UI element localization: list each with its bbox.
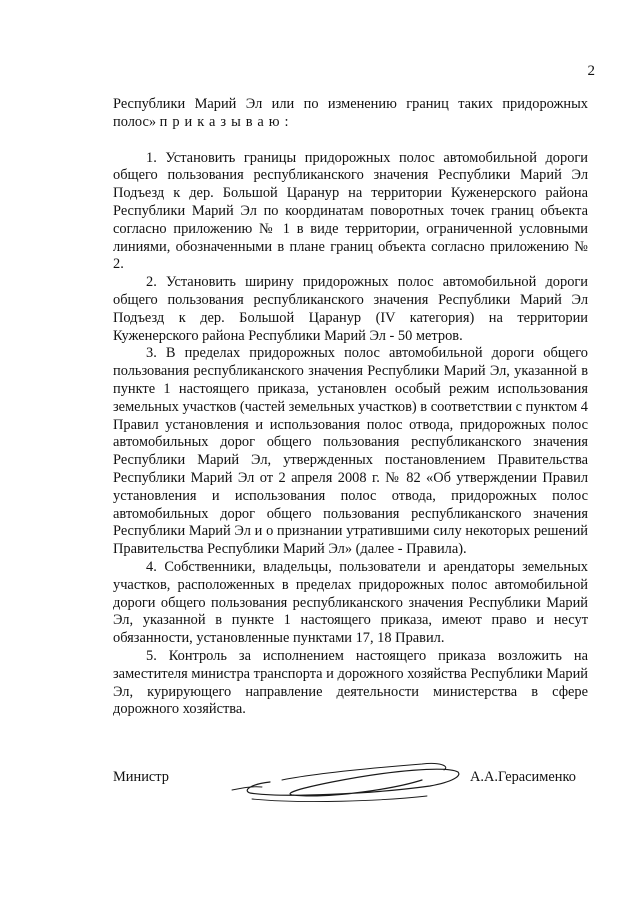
order-word: приказываю: bbox=[159, 113, 294, 130]
intro-text: Республики Марий Эл или по изменению границ таких придорожных полос» bbox=[113, 96, 588, 130]
signature-name: А.А.Герасименко bbox=[470, 769, 576, 785]
signature-role: Министр bbox=[113, 769, 169, 785]
handwritten-signature bbox=[222, 760, 467, 815]
page-number: 2 bbox=[587, 63, 595, 79]
paragraph-3: 3. В пределах придорожных полос автомобильной дороги общего пользования республиканского значения Республики Марий Эл, указанной в пункте 1 настоящего приказа, установлен особый режим использования земельных участков (частей земельных участков) в соответствии с пунктом 4 Правил установления и использования полос отвода, придорожных полос автомобильных дорог общего пользования республиканского значения Республики Марий Эл, утвержденных постановлением Правительства Республики Марий Эл от 2 апреля 2008 г. № 82 «Об утверждении Правил установления и использования полос отвода, придорожных полос автомобильных дорог общего пользования республиканского значения Республики Марий Эл и о признании утратившими силу некоторых решений Правительства Республики Марий Эл» (далее - Правила). bbox=[113, 345, 588, 558]
paragraph-1: 1. Установить границы придорожных полос автомобильной дороги общего пользования республиканского значения Республики Марий Эл Подъезд к дер. Большой Царанур на территории Куженерского района Республики Марий Эл по координатам поворотных точек границ объекта согласно приложению № 1 в виде территории, ограниченной условными линиями, обозначенными в плане границ объекта согласно приложению № 2. bbox=[113, 149, 588, 273]
paragraph-4: 4. Собственники, владельцы, пользователи и арендаторы земельных участков, расположенных в пределах придорожных полос автомобильной дороги общего пользования республиканского значения Республики Марий Эл, указанной в пункте 1 настоящего приказа, имеют право и несут обязанности, установленные пунктами 17, 18 Правил. bbox=[113, 558, 588, 647]
paragraph-2: 2. Установить ширину придорожных полос автомобильной дороги общего пользования республиканского значения Республики Марий Эл Подъезд к дер. Большой Царанур (IV категория) на территории Куженерского района Республики Марий Эл - 50 метров. bbox=[113, 274, 588, 344]
paragraph-5: 5. Контроль за исполнением настоящего приказа возложить на заместителя министра транспорта и дорожного хозяйства Республики Марий Эл, курирующего направление деятельности министерства в сфере дорожного хозяйства. bbox=[113, 647, 588, 718]
signature-block bbox=[0, 760, 640, 820]
document-body bbox=[113, 96, 588, 719]
intro-paragraph bbox=[113, 96, 588, 132]
